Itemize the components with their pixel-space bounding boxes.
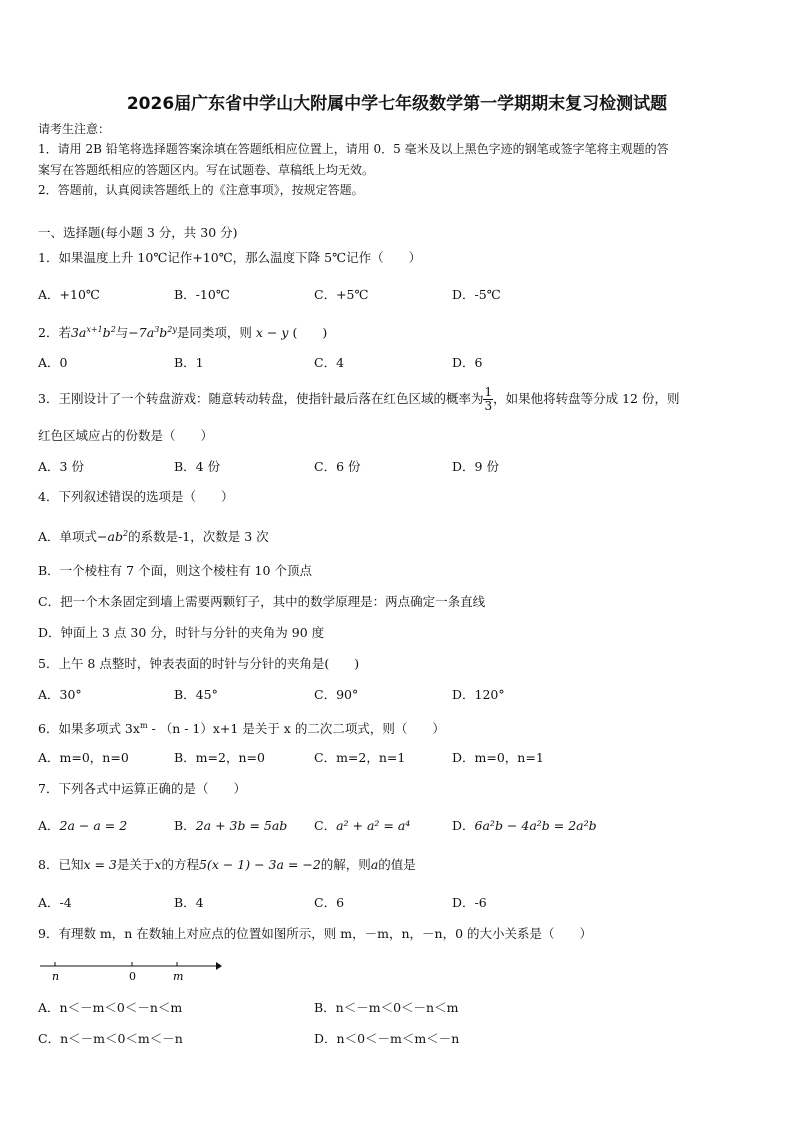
q9-option-c[interactable]: C．n＜－m＜0＜m＜－n: [38, 1031, 183, 1046]
q4-monomial: $-ab^2$: [97, 529, 129, 545]
q2-option-a[interactable]: A．0: [38, 355, 68, 370]
q3-fraction: $\frac{1}{3}$: [484, 385, 493, 413]
q9-option-b[interactable]: B．n＜－m＜0＜－n＜m: [314, 1000, 459, 1015]
q8-option-c[interactable]: C．6: [314, 895, 345, 910]
q3-stem-part1: 3．王刚设计了一个转盘游戏：随意转动转盘，使指针最后落在红色区域的概率为: [38, 391, 484, 406]
q1-option-d[interactable]: D．-5℃: [452, 287, 501, 302]
q6-option-b[interactable]: B．m=2，n=0: [174, 750, 265, 765]
question-6-stem: 6．如果多项式 $3x^m - (n - 1)x+1$ 是关于 x 的二次二项式，则（ ）: [38, 721, 445, 737]
q2-expr: x − y: [255, 325, 289, 341]
q7-option-c[interactable]: C．a² + a² = a⁴: [314, 818, 411, 833]
q4-option-b[interactable]: B．一个棱柱有 7 个面，则这个棱柱有 10 个顶点: [38, 563, 312, 578]
label-n: n: [52, 970, 60, 983]
question-7-stem: 7．下列各式中运算正确的是（ ）: [38, 781, 246, 796]
q1-option-c[interactable]: C．+5℃: [314, 287, 369, 302]
q2-term-1: $3a^{x+1}b^2$: [70, 325, 116, 341]
q7-option-a[interactable]: A．2a − a = 2: [38, 818, 128, 833]
note-1-line-1: 1．请用 2B 铅笔将选择题答案涂填在答题纸相应位置上，请用 0．5 毫米及以上黑色字迹的钢笔或签字笔将主观题的答: [38, 142, 669, 156]
q9-option-a[interactable]: A．n＜－m＜0＜－n＜m: [38, 1000, 183, 1015]
q4-option-d[interactable]: D．钟面上 3 点 30 分，时针与分针的夹角为 90 度: [38, 625, 325, 640]
q2-post: 是同类项，则: [176, 325, 252, 341]
q6-option-d[interactable]: D．m=0，n=1: [452, 750, 544, 765]
q6-option-c[interactable]: C．m=2，n=1: [314, 750, 406, 765]
question-2-stem: [38, 322, 327, 341]
q1-option-a[interactable]: A．+10℃: [38, 287, 100, 302]
q4-option-a[interactable]: A．单项式$-ab^2$的系数是-1，次数是 3 次: [38, 529, 269, 545]
q7-option-d[interactable]: D．6a²b − 4a²b = 2a²b: [452, 818, 597, 833]
q6-option-a[interactable]: A．m=0，n=0: [38, 750, 129, 765]
note-1-line-2: 案写在答题纸相应的答题区内。写在试题卷、草稿纸上均无效。: [38, 163, 375, 177]
q8-option-b[interactable]: B．4: [174, 895, 204, 910]
q3-option-b[interactable]: B．4 份: [174, 459, 221, 474]
question-9-stem: 9．有理数 m，n 在数轴上对应点的位置如图所示，则 m，－m，n，－n，0 的大小关系是（ ）: [38, 926, 593, 941]
label-m: m: [173, 970, 184, 983]
q8-option-a[interactable]: A．-4: [38, 895, 72, 910]
label-zero: 0: [129, 970, 136, 983]
q2-option-c[interactable]: C．4: [314, 355, 345, 370]
q5-option-a[interactable]: A．30°: [38, 687, 82, 702]
q7-option-b[interactable]: B．2a + 3b = 5ab: [174, 818, 288, 833]
page-title: 2026届广东省中学山大附属中学七年级数学第一学期期末复习检测试题: [126, 94, 668, 114]
q2-tail: ( ): [292, 325, 328, 341]
q2-pre: 2．若: [38, 325, 71, 341]
q1-option-b[interactable]: B．-10℃: [174, 287, 230, 302]
q2-option-b[interactable]: B．1: [174, 355, 204, 370]
q2-option-d[interactable]: D．6: [452, 355, 483, 370]
q3-option-d[interactable]: D．9 份: [452, 459, 499, 474]
q3-option-c[interactable]: C．6 份: [314, 459, 361, 474]
question-3-stem-line-2: 红色区域应占的份数是（ ）: [38, 428, 214, 443]
question-1-stem: 1．如果温度上升 10℃记作+10℃，那么温度下降 5℃记作（ ）: [38, 250, 422, 265]
q5-option-d[interactable]: D．120°: [452, 687, 505, 702]
q2-mid: 与: [115, 325, 129, 341]
number-line-arrow-icon: [216, 962, 222, 970]
question-3-stem: [38, 385, 679, 413]
number-line-figure: [38, 958, 224, 984]
q4-option-c[interactable]: C．把一个木条固定到墙上需要两颗钉子，其中的数学原理是：两点确定一条直线: [38, 594, 486, 609]
q3-stem-part2: ，如果他将转盘等分成 12 份，则: [493, 391, 680, 406]
section-heading: 一、选择题(每小题 3 分，共 30 分): [38, 225, 238, 240]
question-5-stem: 5．上午 8 点整时，钟表表面的时针与分针的夹角是( ): [38, 656, 360, 671]
q5-option-b[interactable]: B．45°: [174, 687, 218, 702]
q9-option-d[interactable]: D．n＜0＜－m＜m＜－n: [314, 1031, 460, 1046]
note-2: 2．答题前，认真阅读答题纸上的《注意事项》，按规定答题。: [38, 183, 364, 197]
q5-option-c[interactable]: C．90°: [314, 687, 359, 702]
question-8-stem: 8．已知x = 3是关于x的方程5(x − 1) − 3a = −2的解，则a的值是: [38, 857, 416, 872]
notes-heading: 请考生注意：: [38, 122, 111, 136]
question-4-stem: 4．下列叙述错误的选项是（ ）: [38, 489, 234, 504]
q8-option-d[interactable]: D．-6: [452, 895, 487, 910]
q2-term-2: $-7a^3b^{2y}$: [128, 325, 177, 341]
q3-option-a[interactable]: A．3 份: [38, 459, 84, 474]
